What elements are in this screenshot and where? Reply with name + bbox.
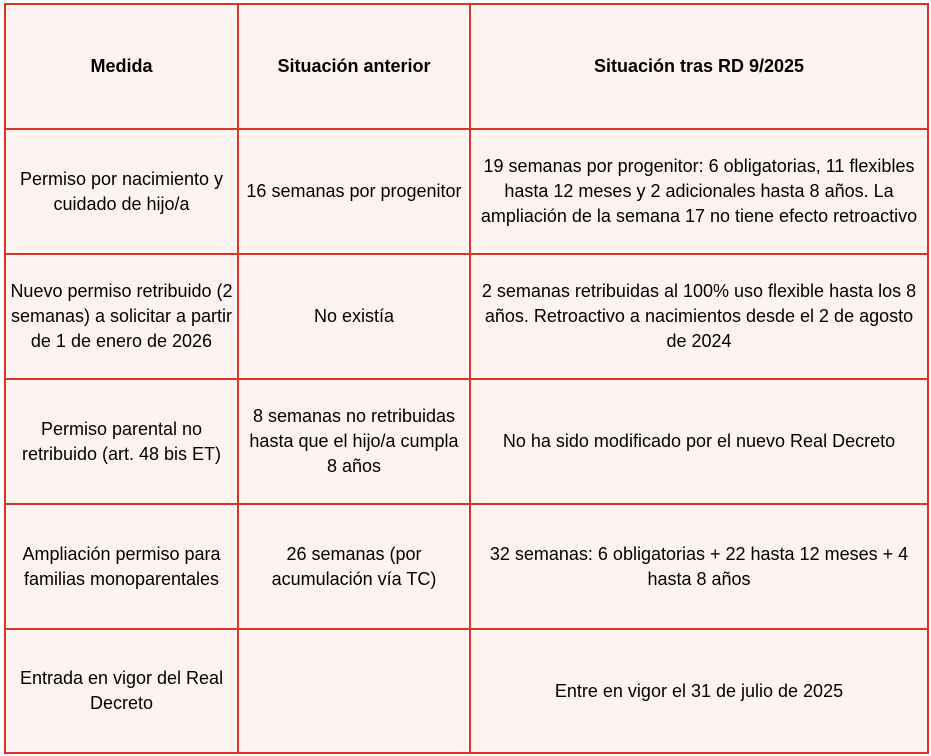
table-row (5, 504, 928, 629)
cell-medida: Permiso por nacimiento y cuidado de hijo/a (5, 129, 238, 254)
cell-situacion-anterior: 16 semanas por progenitor (238, 129, 470, 254)
cell-situacion-anterior: 26 semanas (por acumulación vía TC) (238, 504, 470, 629)
cell-situacion-tras-rd: Entre en vigor el 31 de julio de 2025 (470, 629, 928, 753)
cell-medida: Nuevo permiso retribuido (2 semanas) a solicitar a partir de 1 de enero de 2026 (5, 254, 238, 379)
header-medida: Medida (5, 4, 238, 129)
cell-situacion-tras-rd: 32 semanas: 6 obligatorias + 22 hasta 12 meses + 4 hasta 8 años (470, 504, 928, 629)
table-row (5, 254, 928, 379)
cell-medida: Permiso parental no retribuido (art. 48 bis ET) (5, 379, 238, 504)
table-row (5, 629, 928, 753)
comparison-table (4, 3, 929, 754)
header-situacion-anterior: Situación anterior (238, 4, 470, 129)
cell-situacion-anterior (238, 629, 470, 753)
cell-medida: Ampliación permiso para familias monoparentales (5, 504, 238, 629)
cell-situacion-tras-rd: 2 semanas retribuidas al 100% uso flexible hasta los 8 años. Retroactivo a nacimientos desde el 2 de agosto de 2024 (470, 254, 928, 379)
cell-situacion-tras-rd: 19 semanas por progenitor: 6 obligatorias, 11 flexibles hasta 12 meses y 2 adicionales hasta 8 años. La ampliación de la semana 17 no tiene efecto retroactivo (470, 129, 928, 254)
cell-medida: Entrada en vigor del Real Decreto (5, 629, 238, 753)
cell-situacion-anterior: No existía (238, 254, 470, 379)
cell-situacion-tras-rd: No ha sido modificado por el nuevo Real Decreto (470, 379, 928, 504)
table-row (5, 129, 928, 254)
table-row (5, 379, 928, 504)
table-header-row (5, 4, 928, 129)
cell-situacion-anterior: 8 semanas no retribuidas hasta que el hijo/a cumpla 8 años (238, 379, 470, 504)
header-situacion-tras-rd: Situación tras RD 9/2025 (470, 4, 928, 129)
